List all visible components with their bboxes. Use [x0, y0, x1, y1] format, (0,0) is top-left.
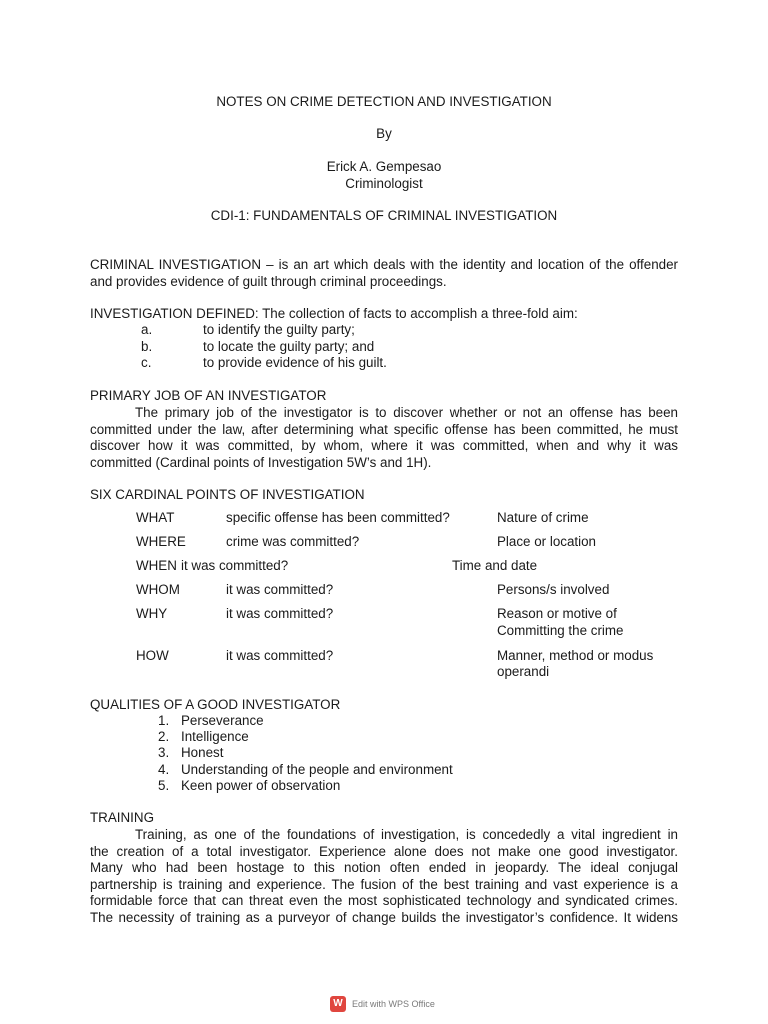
training-paragraph [90, 827, 678, 926]
paragraph-line: Training, as one of the foundations of investigation, is concededly a vital ingredient in [135, 827, 678, 842]
paragraph-line: Many who had been hostage to this notion often ended in jeopardy. The ideal conjugal [90, 860, 678, 875]
paragraph-line: The primary job of the investigator is to discover whether or not an offense has been [135, 405, 678, 420]
cardinal-meaning: Place or location [497, 534, 596, 549]
cardinal-meaning-continued: Committing the crime [497, 623, 624, 638]
list-item-marker: b. [141, 339, 153, 354]
cardinal-word: WHOM [136, 582, 180, 597]
criminal-investigation-heading: CRIMINAL INVESTIGATION [90, 257, 261, 272]
paragraph-line: committed (Cardinal points of Investigation 5W’s and 1H). [90, 454, 432, 470]
cardinal-word: WHY [136, 606, 168, 621]
author-name: Erick A. Gempesao [326, 159, 442, 174]
cardinal-word: WHERE [136, 534, 186, 549]
criminal-investigation-paragraph [90, 257, 678, 290]
investigation-defined-heading: INVESTIGATION DEFINED: [90, 306, 259, 321]
list-item-number: 5. [158, 778, 170, 793]
wps-office-icon[interactable]: W [330, 996, 346, 1012]
cardinal-meaning: Manner, method or modus [497, 648, 654, 663]
paragraph-line: committed under the law, after determining what specific offense has been committed, he must [90, 421, 678, 437]
list-item-number: 1. [158, 713, 170, 728]
list-item-number: 3. [158, 745, 170, 760]
training-heading: TRAINING [90, 810, 154, 825]
investigation-defined-text: The collection of facts to accomplish a three-fold aim: [258, 306, 578, 321]
list-item-text: Keen power of observation [181, 778, 341, 793]
paragraph-line: The necessity of training as a purveyor of change builds the investigator’s confidence. It widens [90, 909, 678, 925]
cardinal-word: HOW [136, 648, 169, 663]
author-title: Criminologist [345, 176, 423, 191]
primary-job-heading: PRIMARY JOB OF AN INVESTIGATOR [90, 388, 327, 403]
list-item-text: Intelligence [181, 729, 249, 744]
cardinal-word: WHEN [136, 558, 177, 573]
byline: By [376, 126, 392, 141]
cardinal-points-heading: SIX CARDINAL POINTS OF INVESTIGATION [90, 487, 365, 502]
cardinal-question: it was committed? [226, 582, 334, 597]
cardinal-question: specific offense has been committed? [226, 510, 450, 525]
criminal-investigation-line-2: and provides evidence of guilt through criminal proceedings. [90, 273, 447, 289]
cardinal-meaning: Nature of crime [497, 510, 589, 525]
cardinal-question: it was committed? [226, 606, 334, 621]
paragraph-line: the creation of a total investigator. Experience alone does not make one good investigator. [90, 843, 678, 859]
cardinal-question: crime was committed? [226, 534, 360, 549]
cardinal-question: it was committed? [181, 558, 289, 573]
cardinal-meaning-continued: operandi [497, 664, 550, 679]
list-item-text: Honest [181, 745, 224, 760]
list-item-marker: a. [141, 322, 153, 337]
edit-with-wps-link[interactable]: Edit with WPS Office [352, 999, 435, 1009]
paragraph-line: discover how it was committed, by whom, where it was committed, when and why it was [90, 438, 678, 453]
criminal-investigation-line-1 [90, 257, 678, 274]
list-item-number: 2. [158, 729, 170, 744]
cardinal-question: it was committed? [226, 648, 334, 663]
paragraph-line: formidable force that can threat even the most sophisticated technology and syndicated crimes. [90, 893, 678, 908]
criminal-investigation-text: – is an art which deals with the identity and location of the offender [261, 257, 679, 272]
qualities-heading: QUALITIES OF A GOOD INVESTIGATOR [90, 697, 341, 712]
investigation-defined-line [90, 306, 578, 323]
cardinal-meaning: Reason or motive of [497, 606, 617, 621]
cardinal-word: WHAT [136, 510, 175, 525]
course-title: CDI-1: FUNDAMENTALS OF CRIMINAL INVESTIGATION [210, 208, 558, 223]
list-item-number: 4. [158, 762, 170, 777]
list-item-text: to provide evidence of his guilt. [203, 355, 387, 370]
list-item-text: Perseverance [181, 713, 264, 728]
document-title: NOTES ON CRIME DETECTION AND INVESTIGATION [216, 94, 552, 109]
list-item-text: to identify the guilty party; [203, 322, 355, 337]
list-item-marker: c. [141, 355, 152, 370]
list-item-text: Understanding of the people and environment [181, 762, 453, 777]
primary-job-paragraph [90, 405, 678, 471]
cardinal-meaning: Time and date [452, 558, 538, 573]
cardinal-meaning: Persons/s involved [497, 582, 610, 597]
paragraph-line: partnership is training and experience. The fusion of the best training and vast experience is a [90, 876, 678, 892]
list-item-text: to locate the guilty party; and [203, 339, 375, 354]
